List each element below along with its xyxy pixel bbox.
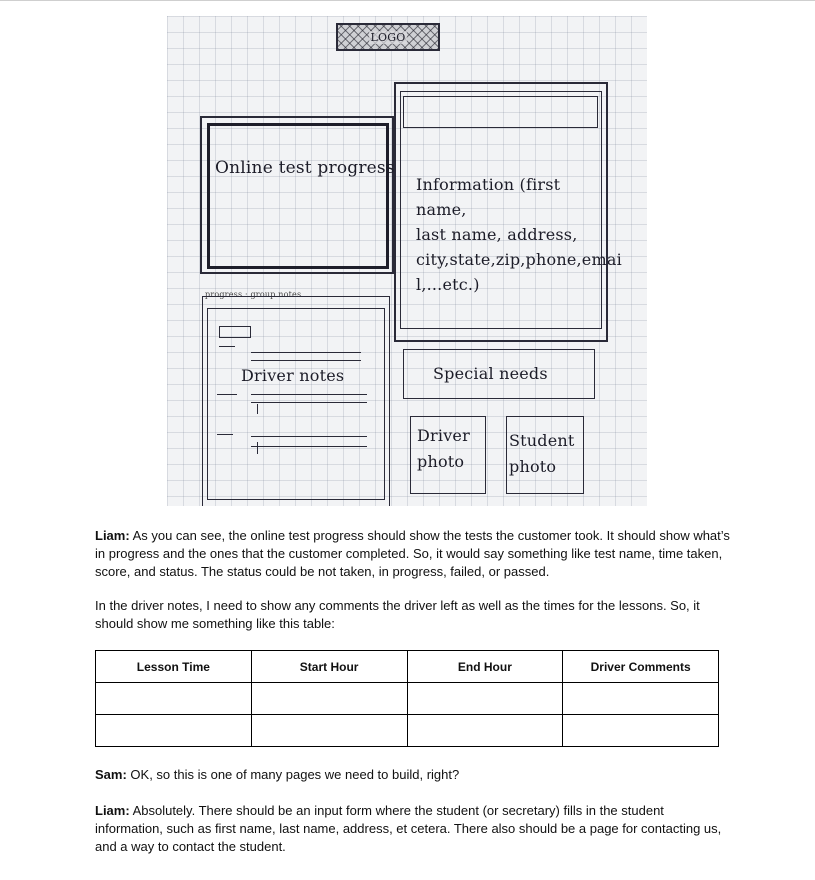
information-line: l,...etc.) <box>416 275 480 294</box>
information-header-bar <box>403 96 598 128</box>
student-photo-line: Student <box>509 431 575 450</box>
speaker-name: Liam: <box>95 528 130 543</box>
table-row <box>96 715 719 747</box>
notes-scribble-line <box>219 346 235 347</box>
table-cell <box>96 683 252 715</box>
table-cell <box>96 715 252 747</box>
paragraph-sam-question <box>95 766 735 784</box>
information-line: city,state,zip,phone,emai <box>416 250 622 269</box>
table-cell <box>563 715 719 747</box>
logo-placeholder <box>336 23 440 51</box>
table-cell <box>407 715 563 747</box>
information-line: last name, address, <box>416 225 578 244</box>
paragraph-text: OK, so this is one of many pages we need to build, right? <box>126 767 460 782</box>
driver-photo-line: Driver <box>417 426 470 445</box>
logo-label: LOGO <box>370 30 406 44</box>
student-photo-line: photo <box>509 457 557 476</box>
special-needs-label: Special needs <box>433 364 548 383</box>
driver-notes-table <box>95 650 719 747</box>
notes-scribble-line <box>251 402 367 403</box>
notes-scribble-line <box>251 394 367 395</box>
table-header-row <box>96 651 719 683</box>
column-header-start-hour: Start Hour <box>251 651 407 683</box>
speaker-name: Sam: <box>95 767 127 782</box>
notes-scribble-line <box>251 360 361 361</box>
notes-scribble-line <box>217 394 237 395</box>
table-row <box>96 683 719 715</box>
notes-tabs-scribble: progress · group notes <box>205 290 302 299</box>
notes-scribble-line <box>251 446 367 447</box>
notes-scribble-tick <box>257 442 258 454</box>
column-header-driver-comments: Driver Comments <box>563 651 719 683</box>
speaker-name: Liam: <box>95 803 130 818</box>
online-test-progress-label: Online test progress <box>215 158 395 178</box>
table-cell <box>251 683 407 715</box>
notes-scribble-box <box>219 326 251 338</box>
driver-notes-label: Driver notes <box>241 366 345 385</box>
column-header-end-hour: End Hour <box>407 651 563 683</box>
information-line: Information (first name, <box>416 175 561 219</box>
information-label <box>416 172 622 297</box>
paragraph-text: As you can see, the online test progress should show the tests the customer took. It should show what’s in progress and the ones that the customer completed. So, it would say something like test name, time taken, score, and status. The status could be not taken, in progress, failed, or passed. <box>95 528 730 579</box>
paragraph-liam-answer <box>95 802 735 856</box>
page-top-rule <box>0 0 815 1</box>
notes-scribble-line <box>251 352 361 353</box>
table-cell <box>251 715 407 747</box>
notes-scribble-tick <box>257 404 258 414</box>
paragraph-text: In the driver notes, I need to show any comments the driver left as well as the times for the lessons. So, it should show me something like this table: <box>95 598 700 631</box>
driver-photo-label <box>417 423 470 475</box>
paragraph-text: Absolutely. There should be an input form where the student (or secretary) fills in the student information, such as first name, last name, address, et cetera. There also should be a page for contacting us, and a way to contact the student. <box>95 803 722 854</box>
wireframe-sketch <box>167 16 647 506</box>
driver-photo-line: photo <box>417 452 465 471</box>
notes-scribble-line <box>251 436 367 437</box>
table-cell <box>563 683 719 715</box>
table-cell <box>407 683 563 715</box>
notes-scribble-line <box>217 434 233 435</box>
column-header-lesson-time: Lesson Time <box>96 651 252 683</box>
online-test-progress-box <box>207 123 389 269</box>
student-photo-label <box>509 428 575 480</box>
paragraph-liam-test-progress <box>95 527 735 581</box>
paragraph-driver-notes <box>95 597 735 633</box>
